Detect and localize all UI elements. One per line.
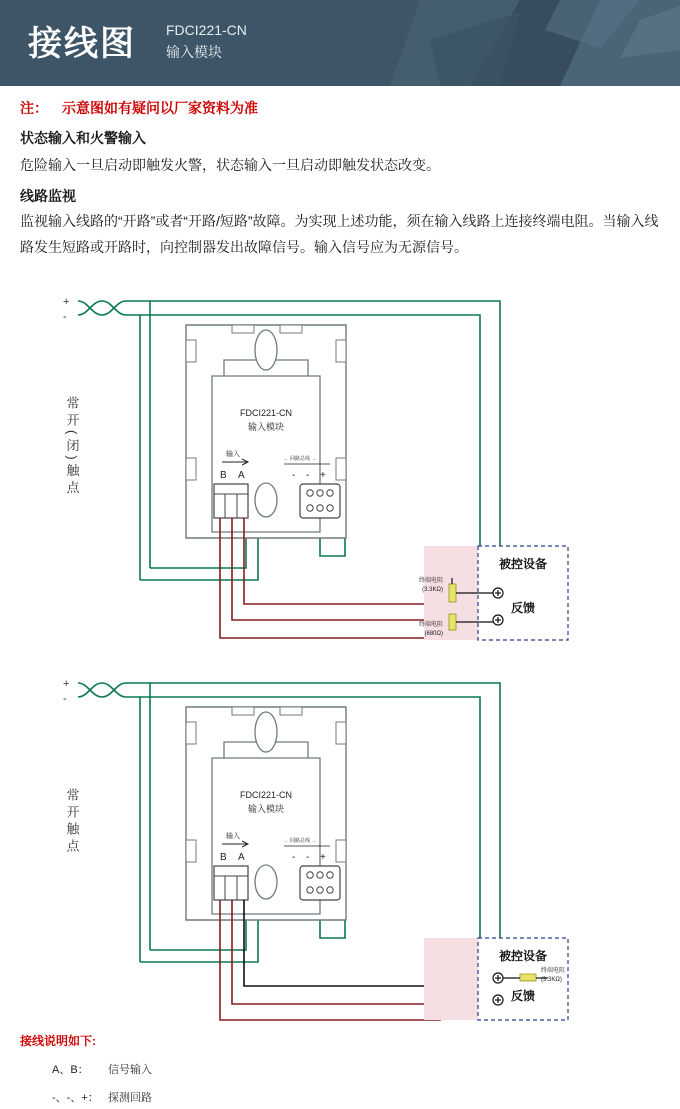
- section-body-1: 危险输入一旦启动即触发火警，状态输入一旦启动即触发状态改变。: [20, 157, 440, 173]
- detect-circuit-label-bottom: ← 回路总线 →: [283, 838, 317, 844]
- polarity-plus-top: +: [63, 296, 70, 308]
- module-top: [186, 325, 346, 538]
- polarity-plus-bottom: +: [63, 678, 70, 690]
- terminal-a-top: A: [238, 470, 245, 481]
- input-label-top: 输入: [226, 451, 240, 458]
- page-header: [0, 0, 680, 86]
- svg-text:常开触点: 常开触点: [64, 788, 80, 856]
- legend-row: [20, 1061, 660, 1077]
- section-heading-1: 状态输入和火警输入: [20, 130, 146, 146]
- header-model: FDCI221-CN: [166, 22, 247, 38]
- note-text: 示意图如有疑问以厂家资料为准: [62, 100, 258, 116]
- detect-terminal-plus-top: +: [320, 470, 326, 481]
- section-heading-2: 线路监视: [20, 188, 76, 204]
- section-body-2: 监视输入线路的“开路”或者“开路/短路”故障。为实现上述功能，须在输入线路上连接终端电阻。当输入线路发生短路或开路时，向控制器发出故障信号。输入信号应为无源信号。: [20, 213, 659, 255]
- detect-terminal-minus2-top: -: [306, 470, 310, 481]
- legend: [20, 1032, 660, 1105]
- detect-terminal-minus1-top: -: [292, 470, 296, 481]
- module-type-bottom: 输入模块: [247, 804, 285, 814]
- diagram-top: [63, 296, 568, 640]
- module-name-top: FDCI221-CN: [239, 408, 293, 418]
- device-title-top: 被控设备: [498, 557, 548, 571]
- detect-circuit-label-top: ← 回路总线 →: [283, 456, 317, 462]
- device-title-bottom: 被控设备: [498, 949, 548, 963]
- diagram-bottom: [63, 678, 568, 1020]
- module-bottom: [186, 707, 346, 920]
- terminal-b-top: B: [220, 470, 227, 481]
- resistor2-name-top: 终端电阻: [418, 622, 443, 628]
- detect-terminal-minus2-bottom: -: [306, 852, 310, 863]
- feedback-label-bottom: 反馈: [510, 989, 536, 1003]
- wiring-diagram: [0, 288, 680, 1048]
- contact-label-top: [65, 395, 80, 497]
- device-box-top: [419, 546, 568, 640]
- input-label-bottom: 输入: [226, 833, 240, 840]
- legend-title: 接线说明如下:: [20, 1034, 96, 1048]
- terminal-b-bottom: B: [220, 852, 227, 863]
- legend-key: A、B：: [52, 1064, 89, 1076]
- legend-value: 信号输入: [108, 1064, 152, 1076]
- legend-row: [20, 1089, 660, 1105]
- legend-value: 探测回路: [108, 1092, 152, 1104]
- page-title: 接线图: [28, 24, 136, 64]
- polarity-minus-bottom: -: [63, 693, 67, 705]
- resistor1-value-top: (3.3KΩ): [422, 587, 443, 593]
- resistor1-name-top: 终端电阻: [418, 578, 443, 584]
- contact-label-bottom: [65, 787, 80, 856]
- detect-terminal-minus1-bottom: -: [292, 852, 296, 863]
- polarity-minus-top: -: [63, 311, 67, 323]
- svg-text:常开(闭)触点: 常开(闭)触点: [64, 396, 80, 498]
- disclaimer-note: [20, 98, 258, 118]
- header-module-type: 输入模块: [166, 44, 222, 60]
- resistor2-value-top: (680Ω): [424, 631, 443, 637]
- feedback-label-top: 反馈: [510, 601, 536, 615]
- twisted-pair-top: [78, 301, 126, 315]
- terminal-a-bottom: A: [238, 852, 245, 863]
- detect-terminal-plus-bottom: +: [320, 852, 326, 863]
- module-type-top: 输入模块: [247, 422, 285, 432]
- module-name-bottom: FDCI221-CN: [239, 790, 293, 800]
- resistor3-name-bottom: 终端电阻: [541, 968, 566, 974]
- wiring-diagram-svg: [0, 288, 680, 1048]
- note-label: 注：: [20, 100, 48, 116]
- device-box-bottom: [424, 938, 568, 1020]
- resistor3-value-bottom: (3.3KΩ): [541, 977, 562, 983]
- twisted-pair-bottom: [78, 683, 126, 697]
- legend-key: -、-、+：: [52, 1092, 99, 1104]
